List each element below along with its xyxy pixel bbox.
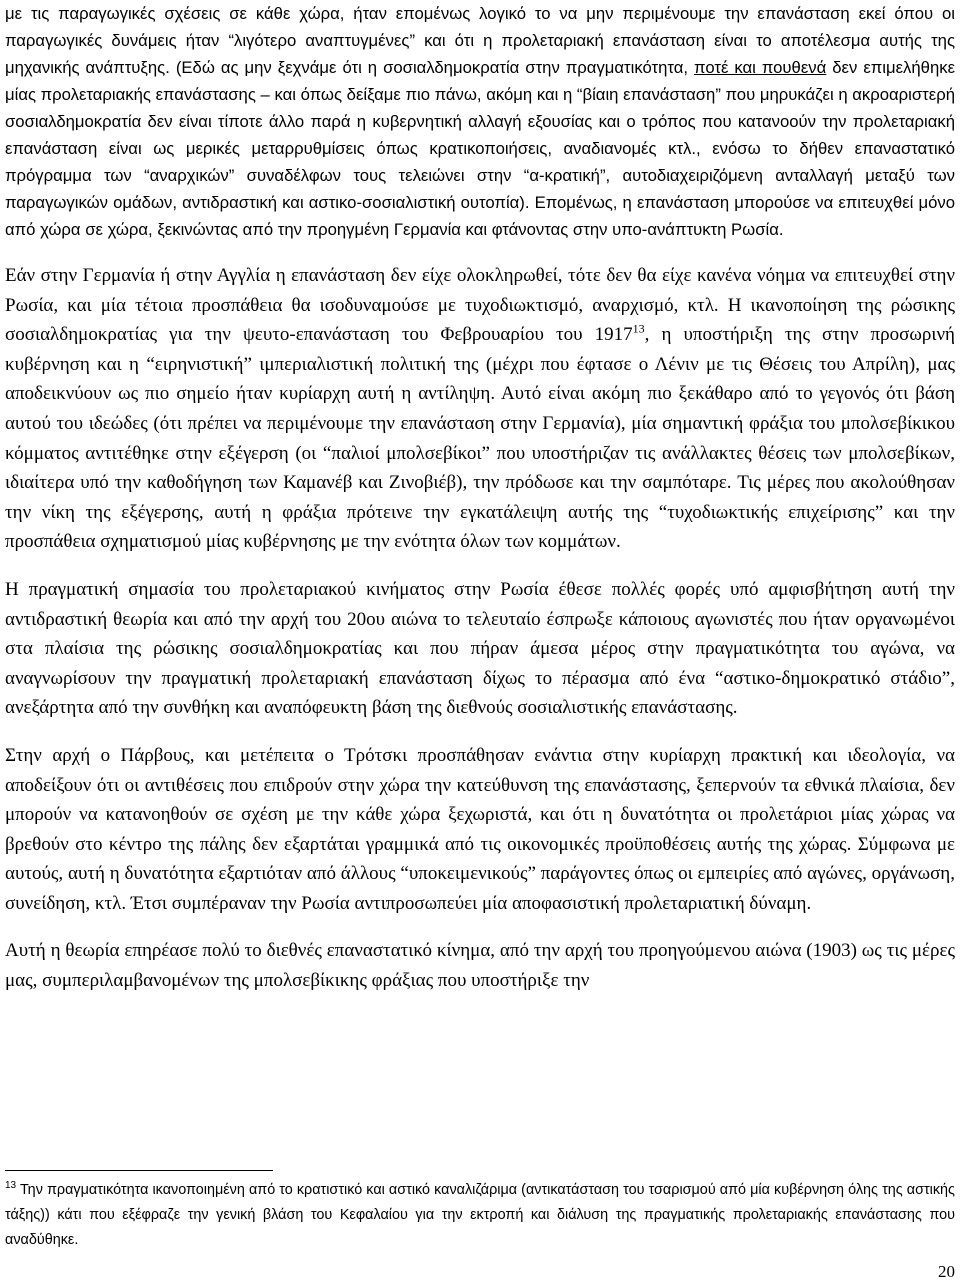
footnote-reference[interactable]: 13 bbox=[632, 321, 645, 336]
paragraph-3: Η πραγματική σημασία του προλεταριακού κινήματος στην Ρωσία έθεσε πολλές φορές υπό αμφισβήτηση αυτή την αντιδραστική θεωρία και από την αρχή του 20ου αιώνα το τελευταίο έσπρωξε κάποιους αγωνιστές που ήταν οργανωμένοι στα πλαίσια της ρώσικης σοσιαλδημοκρατίας και που πήραν άμεσα μέρος στην πραγματικότητα του αγώνα, να αναγνωρίσουν την πραγματική προλεταριακή επανάσταση δίχως το πέρασμα από ένα “αστικο-δημοκρατικό στάδιο”, ανεξάρτητα από την συνθήκη και αναπόφευκτη βάση της διεθνούς σοσιαλιστικής επανάστασης. bbox=[5, 578, 955, 719]
paragraph-1-part-a: με τις παραγωγικές σχέσεις σε κάθε χώρα, ήταν επομένως λογικό το να μην περιμένουμε την επανάσταση εκεί όπου οι παραγωγικές δυνάμεις ήταν “λιγότερο αναπτυγμένες” και ότι η προλεταριακή επανάσταση είναι το αποτέλεσμα αυτής της μηχανικής ανάπτυξης. (Εδώ ας μην ξεχνάμε ότι η σοσιαλδημοκρατία στην πραγματικότητα, bbox=[5, 4, 955, 77]
paragraph-2 bbox=[5, 261, 955, 557]
body-text bbox=[5, 0, 955, 1014]
footnote-text: Την πραγματικότητα ικανοποιημένη από το κρατιστικό και αστικό καναλιζάριμα (αντικατάσταση του τσαρισμού από μία κυβέρνηση όλης της αστικής τάξης)) κάτι που εξέφραζε την γενική βλάση του Κεφαλαίου για την εκτροπή και διάλυση της πραγματικής προλεταριακής επανάστασης που αναδύθηκε. bbox=[5, 1182, 955, 1248]
paragraph-2-part-a: Εάν στην Γερμανία ή στην Αγγλία η επανάσταση δεν είχε ολοκληρωθεί, τότε δεν θα είχε κανένα νόημα να επιτευχθεί στην Ρωσία, και μία τέτοια προσπάθεια θα ισοδυναμούσε με τυχοδιωκτισμό, αναρχισμό, κτλ. Η ικανοποίηση της ρώσικης σοσιαλδημοκρατίας για την ψευτο-επανάσταση του Φεβρουαρίου του 1917 bbox=[5, 265, 955, 346]
footnote-divider bbox=[5, 1170, 273, 1171]
footnote-number: 13 bbox=[5, 1180, 17, 1192]
paragraph-2-part-b: , η υποστήριξη της στην προσωρινή κυβέρνηση και η “ειρηνιστική” ιμπεριαλιστική πολιτική της (μέχρι που έφτασε ο Λένιν με τις Θέσεις του Απρίλη), μας αποδεικνύουν ως πιο σημείο ήταν κυρίαρχη αυτή η αντίληψη. Αυτό είναι ακόμη πιο ξεκάθαρο από το γεγονός ότι βάση αυτού του ιδεώδες (ότι πρέπει να περιμένουμε την επανάσταση στην Γερμανία), μία σημαντική φράξια του μπολσεβίκικου κόμματος αντιτέθηκε στην εξέγερση (οι “παλιοί μπολσεβίκοι” που υποστήριζαν τις ανάλλακτες θέσεις των μπολσεβίκων, ιδιαίτερα υπό την καθοδήγηση των Καμανέβ και Ζινοβιέβ), την πρόδωσε και την σαμπόταρε. Τις μέρες που ακολούθησαν την νίκη της εξέγερσης, αυτή η φράξια πρότεινε την εγκατάλειψη αυτής της “τυχοδιωκτικής επιχείρισης” και την προσπάθεια σχηματισμού μίας κυβέρνησης με την ενότητα όλων των κομμάτων. bbox=[5, 324, 955, 553]
paragraph-1 bbox=[5, 0, 955, 243]
paragraph-1-underlined: ποτέ και πουθενά bbox=[694, 58, 827, 77]
paragraph-5: Αυτή η θεωρία επηρέασε πολύ το διεθνές επαναστατικό κίνημα, από την αρχή του προηγούμενου αιώνα (1903) ως τις μέρες μας, συμπεριλαμβανομένων της μπολσεβίκικης φράξιας που υποστήριξε την bbox=[5, 940, 955, 992]
paragraph-4: Στην αρχή ο Πάρβους, και μετέπειτα ο Τρότσκι προσπάθησαν ενάντια στην κυρίαρχη πρακτική και ιδεολογία, να αποδείξουν ότι οι αντιθέσεις που επιδρούν στην χώρα την κατεύθυνση της επανάστασης, ξεπερνούν τα εθνικά πλαίσια, δεν μπορούν να κατανοηθούν σε σχέση με την κάθε χώρα ξεχωριστά, και ότι η δυνατότητα οι προλετάριοι μίας χώρας να βρεθούν στο κέντρο της πάλης δεν εξαρτάται γραμμικά από τις οικονομικές προϋποθέσεις αυτής της χώρας. Σύμφωνα με αυτούς, αυτή η δυνατότητα εξαρτιόταν από άλλους “υποκειμενικούς” παράγοντες όπως οι εμπειρίες από αγώνες, οργάνωση, συνείδηση, κτλ. Έτσι συμπέραναν την Ρωσία αντιπροσωπεύει μία αποφασιστική προλεταριατική δύναμη. bbox=[5, 744, 955, 914]
paragraph-1-part-b: δεν επιμελήθηκε μίας προλεταριακής επανάστασης – και όπως δείξαμε πιο πάνω, ακόμη και η “βίαιη επανάσταση” που μηρυκάζει η ακροαριστερή σοσιαλδημοκρατία δεν είναι τίποτε άλλο παρά η κυβερνητική αλλαγή εξουσίας και ο τρόπος που κατανοούν την προλεταριακή επανάσταση είναι ως μερικές μεταρρυθμίσεις όπως κρατικοποιήσεις, αναδιανομές κτλ., ενόσω το δήθεν επαναστατικό πρόγραμμα των “αναρχικών” συναδέλφων τους τελειώνει στην “α-κρατική”, αυτοδιαχειριζόμενη ανταλλαγή μεταξύ των παραγωγικών ομάδων, αντιδραστική και αστικο-σοσιαλιστική ουτοπία). Επομένως, η επανάσταση μπορούσε να επιτευχθεί μόνο από χώρα σε χώρα, ξεκινώντας από την προηγμένη Γερμανία και φτάνοντας στην υπο-ανάπτυκτη Ρωσία. bbox=[5, 58, 956, 239]
page-number: 20 bbox=[938, 1262, 955, 1281]
footnote bbox=[5, 1178, 955, 1253]
